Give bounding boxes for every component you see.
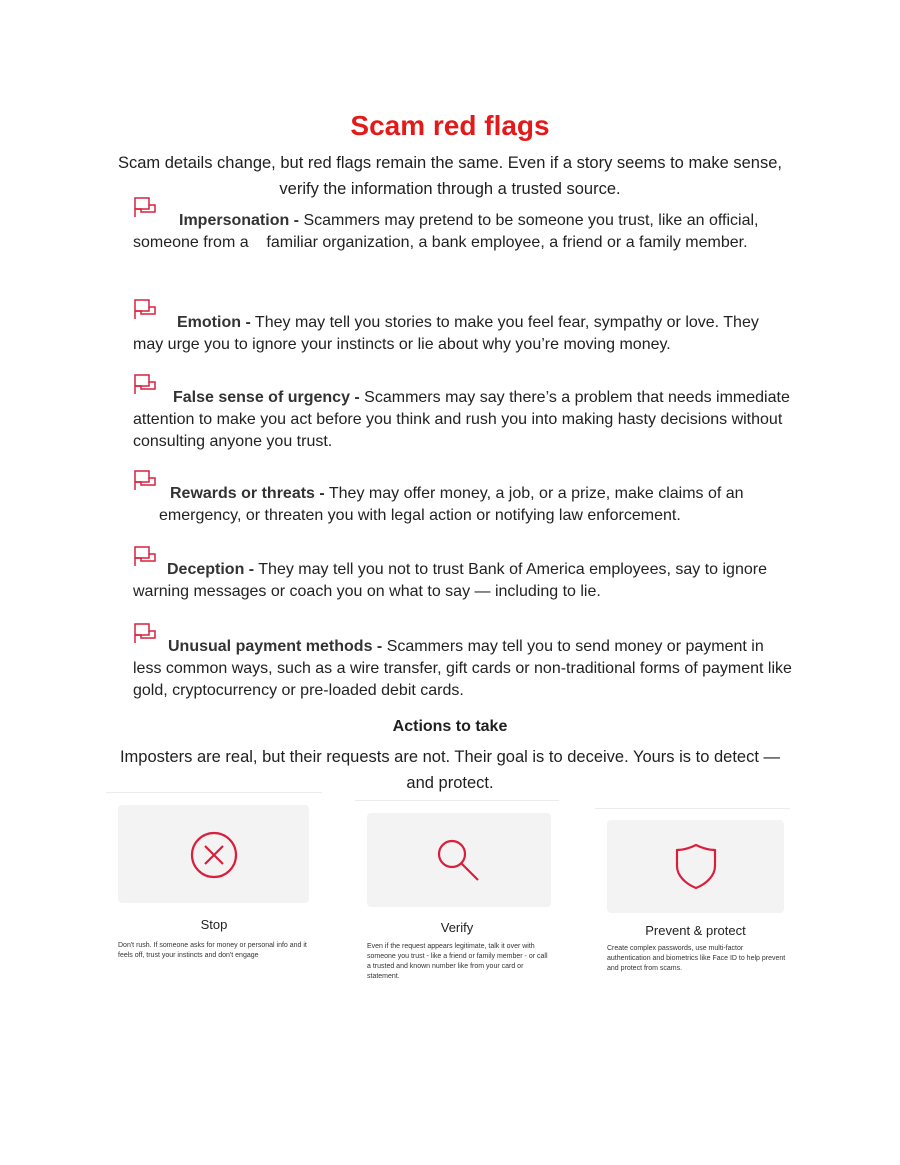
action-card-verify bbox=[355, 800, 559, 981]
action-card-prevent bbox=[595, 808, 790, 981]
flag-text: Scammers may tell you to send money or payment in less common ways, such as a wire transfer, gift cards or non-traditional forms of payment like gold, cryptocurrency or pre-loaded debit cards. bbox=[133, 638, 792, 699]
flag-deception bbox=[133, 559, 793, 603]
flag-text: They may offer money, a job, or a prize, make claims of an emergency, or threaten you with legal action or notifying law enforcement. bbox=[159, 485, 744, 524]
flag-term: Deception - bbox=[167, 561, 255, 578]
flag-emotion bbox=[133, 312, 793, 356]
flag-icon bbox=[133, 298, 157, 320]
flag-term: Emotion - bbox=[177, 314, 251, 331]
shield-icon bbox=[674, 842, 718, 890]
flag-text: They may tell you not to trust Bank of America employees, say to ignore warning messages or coach you on what to say — including to lie. bbox=[133, 561, 767, 600]
flag-icon bbox=[133, 469, 157, 491]
card-desc: Even if the request appears legitimate, talk it over with someone you trust - like a friend or family member - or call a trusted and known number like from your card or statement. bbox=[367, 943, 548, 980]
card-label: Prevent & protect bbox=[645, 923, 746, 938]
flag-text: Scammers may pretend to be someone you trust, like an official, someone from a familiar organization, a bank employee, a friend or a family member. bbox=[133, 212, 759, 251]
flag-term: False sense of urgency - bbox=[173, 389, 360, 406]
flag-rewards bbox=[133, 483, 793, 527]
flag-icon bbox=[133, 545, 157, 567]
flag-icon bbox=[133, 196, 157, 218]
actions-title: Actions to take bbox=[392, 718, 508, 735]
flag-urgency bbox=[133, 387, 793, 453]
card-label: Verify bbox=[440, 920, 474, 935]
page-intro: Scam details change, but red flags remain the same. Even if a story seems to make sense, verify the information through a trusted source. bbox=[118, 154, 782, 198]
flag-term: Unusual payment methods - bbox=[168, 638, 383, 655]
flag-term: Rewards or threats - bbox=[170, 485, 325, 502]
card-desc: Don't rush. If someone asks for money or personal info and it feels off, trust your instincts and don't engage bbox=[118, 942, 307, 959]
flag-impersonation bbox=[133, 210, 793, 254]
search-icon bbox=[435, 837, 481, 883]
flag-text: Scammers may say there’s a problem that needs immediate attention to make you act before you think and rush you into making hasty decisions without consulting anyone you trust. bbox=[133, 389, 790, 450]
card-label: Stop bbox=[200, 917, 228, 932]
flag-icon bbox=[133, 622, 157, 644]
flag-icon bbox=[133, 373, 157, 395]
icon-box bbox=[367, 813, 551, 907]
actions-intro: Imposters are real, but their requests are not. Their goal is to deceive. Yours is to detect — and protect. bbox=[119, 748, 781, 792]
flag-text: They may tell you stories to make you feel fear, sympathy or love. They may urge you to ignore your instincts or lie about why you’re moving money. bbox=[133, 314, 759, 353]
icon-box bbox=[118, 805, 309, 903]
flag-payment-methods bbox=[133, 636, 793, 702]
close-circle-icon bbox=[190, 831, 238, 879]
icon-box bbox=[607, 820, 784, 913]
action-card-stop bbox=[106, 792, 322, 981]
page-title: Scam red flags bbox=[350, 110, 550, 141]
flag-term: Impersonation - bbox=[179, 212, 300, 229]
card-desc: Create complex passwords, use multi-factor authentication and biometrics like Face ID to help prevent and protect from scams. bbox=[607, 945, 786, 972]
